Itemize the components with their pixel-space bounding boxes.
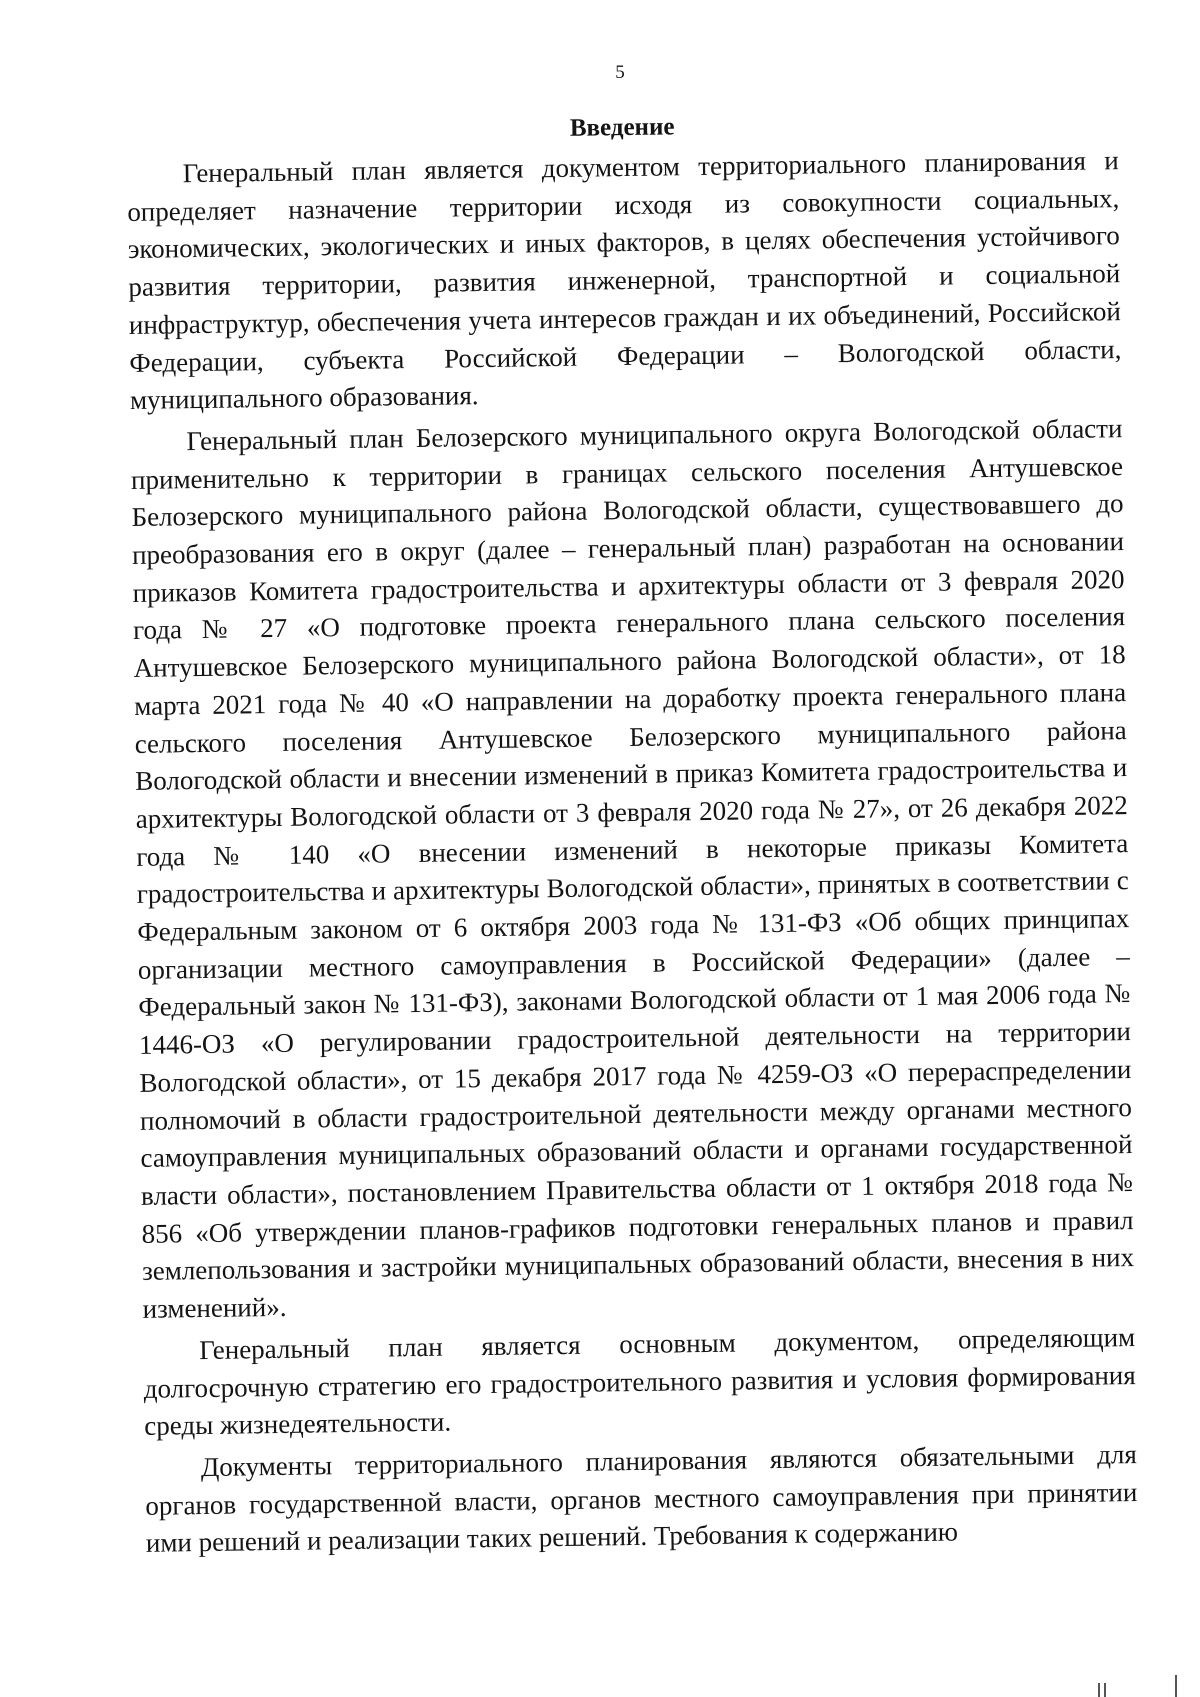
page-number: 5 [615, 62, 625, 83]
paragraph-4: Документы территориального планирования являются обязательными для органов государственной власти, органов местного самоуправления при принятии ими решений и реализации таких решений. Требования к содержанию [145, 1438, 1138, 1559]
scan-artifact-mark [1098, 1683, 1100, 1697]
section-heading: Введение [569, 113, 675, 142]
paragraph-3: Генеральный план является основным документом, определяющим долгосрочную стратегию его градостроительного развития и условия формирования среды жизнедеятельности. [143, 1321, 1136, 1442]
scan-artifact-mark [1175, 1675, 1177, 1697]
paragraph-1: Генеральный план является документом территориального планирования и определяет назначение территории исходя из совокупности социальных, экономических, экологических и иных факторов, в целях обеспечения устойчивого развития территории, развития инженерной, транспортной и социальной инфраструктур, обеспечения учета интересов граждан и их объединений, Российской Федерации, субъекта Российской Федерации – Вологодской области, муниципального образования. [127, 145, 1122, 416]
paragraph-2: Генеральный план Белозерского муниципального округа Вологодской области применительно к территории в границах сельского поселения Антушевское Белозерского муниципального района Вологодской области, существовавшего до преобразования его в округ (далее – генеральный план) разработан на основании приказов Комитета градостроительства и архитектуры области от 3 февраля 2020 года № 27 «О подготовке проекта генерального плана сельского поселения Антушевское Белозерского муниципального района Вологодской области», от 18 марта 2021 года № 40 «О направлении на доработку проекта генерального плана сельского поселения Антушевское Белозерского муниципального района Вологодской области и внесении изменений в приказ Комитета градостроительства и архитектуры Вологодской области от 3 февраля 2020 года № 27», от 26 декабря 2022 года № 140 «О внесении изменений в некоторые приказы Комитета градостроительства и архитектуры Вологодской области», принятых в соответствии с Федеральным законом от 6 октября 2003 года № 131-ФЗ «Об общих принципах организации местного самоуправления в Российской Федерации» (далее – Федеральный закон № 131-ФЗ), законами Вологодской области от 1 мая 2006 года № 1446-ОЗ «О регулировании градостроительной деятельности на территории Вологодской области», от 15 декабря 2017 года № 4259-ОЗ «О перераспределении полномочий в области градостроительной деятельности между органами местного самоуправления муниципальных образований области и органами государственной власти области», постановлением Правительства области от 1 октября 2018 года № 856 «Об утверждении планов-графиков подготовки генеральных планов и правил землепользования и застройки муниципальных образований области, внесения в них изменений». [130, 413, 1135, 1324]
scan-artifact-mark [1104, 1683, 1106, 1697]
document-body [126, 104, 1138, 1567]
